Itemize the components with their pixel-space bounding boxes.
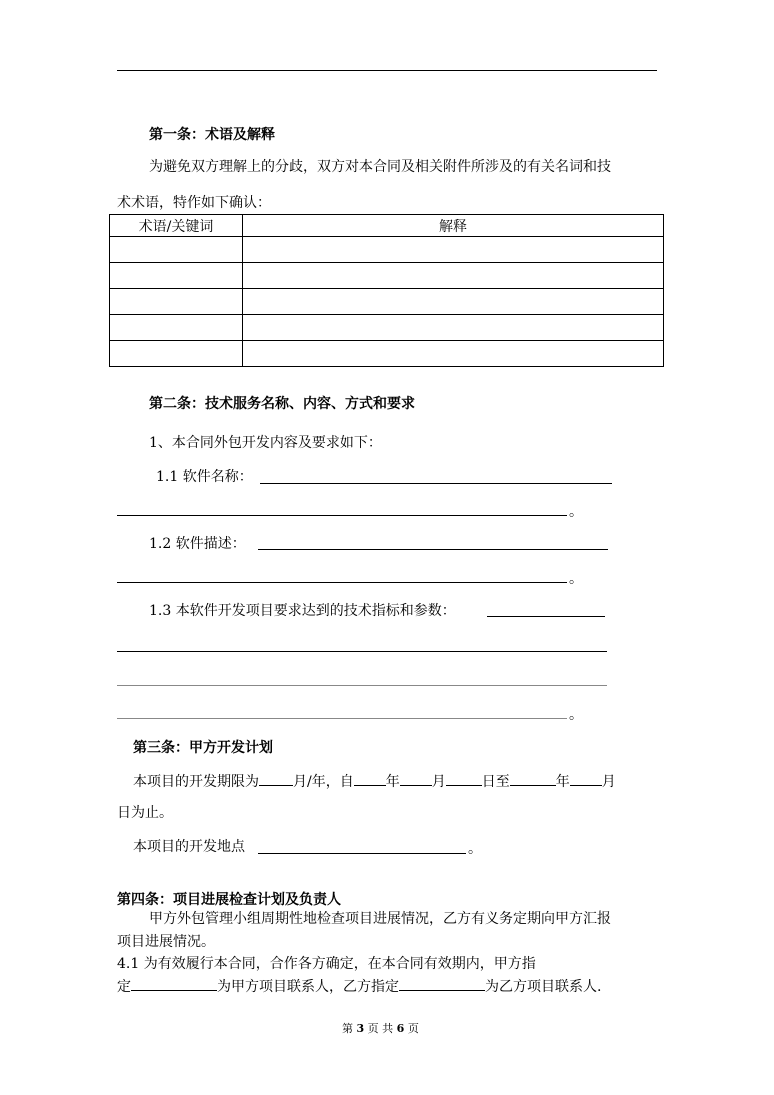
table-header-term: 术语/关键词	[110, 215, 243, 237]
dev-period-text: 日至	[481, 774, 510, 790]
article4-heading: 第四条：项目进展检查计划及负责人	[117, 892, 341, 908]
software-name-label: 1.1 软件名称：	[156, 469, 253, 485]
dev-period-text: 年	[555, 774, 570, 790]
terms-table	[109, 214, 664, 367]
end-month-field[interactable]	[570, 773, 602, 786]
table-row	[110, 263, 664, 289]
table-cell[interactable]	[110, 289, 243, 315]
software-desc-label: 1.2 软件描述：	[149, 536, 246, 552]
table-row	[110, 341, 664, 367]
table-cell[interactable]	[243, 315, 664, 341]
clause-text: 为甲方项目联系人，乙方指定	[217, 979, 399, 995]
table-header-row	[110, 215, 664, 237]
start-day-field[interactable]	[446, 773, 482, 786]
table-cell[interactable]	[110, 263, 243, 289]
end-year-field[interactable]	[510, 773, 556, 786]
software-name-field-cont[interactable]	[117, 515, 567, 516]
party-b-contact-field[interactable]	[399, 978, 485, 991]
period: 。	[569, 707, 583, 723]
clause-text: 为乙方项目联系人.	[485, 979, 602, 995]
dev-period-line2: 日为止。	[117, 805, 173, 821]
software-name-field[interactable]	[260, 483, 612, 484]
clause-4-1-line1: 4.1 为有效履行本合同，合作各方确定，在本合同有效期内，甲方指	[117, 956, 536, 972]
software-desc-field[interactable]	[258, 549, 608, 550]
footer-text: 页	[407, 1022, 419, 1035]
period: 。	[569, 504, 583, 520]
dev-period-text: 月	[431, 774, 446, 790]
page-number: 3	[356, 1022, 365, 1035]
start-month-field[interactable]	[400, 773, 432, 786]
article3-heading: 第三条：甲方开发计划	[133, 740, 273, 756]
dev-location-label: 本项目的开发地点	[133, 839, 245, 855]
tech-spec-field[interactable]	[487, 616, 605, 617]
tech-spec-field-line2[interactable]	[117, 651, 607, 652]
table-cell[interactable]	[110, 315, 243, 341]
dev-period-text: 月	[601, 774, 616, 790]
dev-period-text: 月/年，自	[293, 774, 354, 790]
footer-text: 共	[382, 1022, 394, 1035]
footer-text: 第	[342, 1022, 353, 1035]
page-total: 6	[396, 1022, 405, 1035]
header-rule	[117, 70, 657, 71]
clause-4-1-line2	[117, 978, 601, 994]
table-cell[interactable]	[243, 289, 664, 315]
article2-item1: 1、本合同外包开发内容及要求如下：	[149, 435, 382, 451]
period: 。	[569, 571, 583, 587]
article4-para-line1: 甲方外包管理小组周期性地检查项目进展情况，乙方有义务定期向甲方汇报	[149, 911, 611, 927]
tech-spec-label: 1.3 本软件开发项目要求达到的技术指标和参数：	[149, 603, 456, 619]
duration-field[interactable]	[259, 773, 293, 786]
table-header-explanation: 解释	[243, 215, 664, 237]
page-footer	[342, 1023, 419, 1034]
table-cell[interactable]	[243, 237, 664, 263]
party-a-contact-field[interactable]	[131, 978, 217, 991]
dev-period-line	[133, 773, 616, 789]
table-cell[interactable]	[243, 341, 664, 367]
software-desc-field-cont[interactable]	[117, 582, 567, 583]
article2-heading: 第二条：技术服务名称、内容、方式和要求	[149, 396, 415, 412]
period: 。	[468, 841, 482, 857]
tech-spec-field-line4[interactable]	[117, 718, 567, 719]
table-cell[interactable]	[110, 237, 243, 263]
article1-para-line2: 术术语，特作如下确认：	[117, 195, 271, 211]
article4-para-line2: 项目进展情况。	[117, 934, 215, 950]
table-row	[110, 289, 664, 315]
article1-heading: 第一条：术语及解释	[149, 127, 275, 143]
table-row	[110, 315, 664, 341]
table-row	[110, 237, 664, 263]
table-cell[interactable]	[110, 341, 243, 367]
footer-text: 页	[367, 1022, 379, 1035]
start-year-field[interactable]	[354, 773, 386, 786]
clause-text: 定	[117, 979, 131, 995]
table-cell[interactable]	[243, 263, 664, 289]
dev-period-text: 年	[385, 774, 400, 790]
tech-spec-field-line3[interactable]	[117, 685, 607, 686]
article1-para-line1: 为避免双方理解上的分歧，双方对本合同及相关附件所涉及的有关名词和技	[149, 159, 611, 175]
dev-period-text: 本项目的开发期限为	[133, 774, 259, 790]
dev-location-field[interactable]	[258, 853, 466, 854]
